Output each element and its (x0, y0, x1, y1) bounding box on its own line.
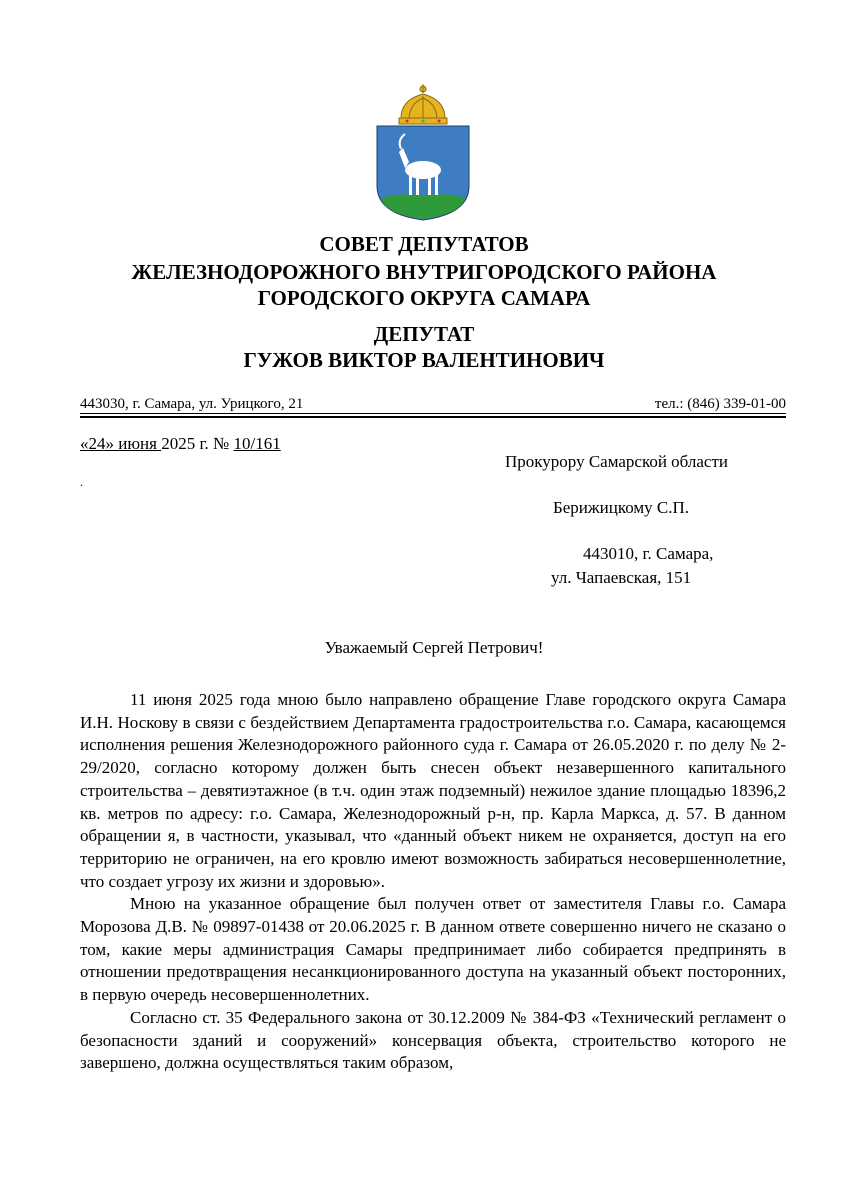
greeting: Уважаемый Сергей Петрович! (324, 638, 544, 657)
letter-year-number-label: 2025 г. № (161, 434, 234, 453)
header-rule-thick (80, 416, 786, 418)
crown-icon (399, 84, 447, 124)
recipient-line4: ул. Чапаевская, 151 (551, 568, 692, 587)
org-name-line3: ГОРОДСКОГО ОКРУГА САМАРА (257, 286, 591, 310)
stray-mark: . (80, 475, 83, 489)
deputy-title: ДЕПУТАТ (373, 322, 475, 346)
org-name-line2: ЖЕЛЕЗНОДОРОЖНОГО ВНУТРИГОРОДСКОГО РАЙОНА (131, 260, 717, 284)
body-paragraph-2: Мною на указанное обращение был получен ответ от заместителя Главы г.о. Самара Морозова Д.В. № 09897-01438 от 20.06.2025 г. В данном ответе совершенно ничего не сказано о том, какие меры администрация Самары предпринимает либо собирается предпринять в отношении предотвращения несанкционированного доступа на указанный объект посторонних, в первую очередь несовершеннолетних. (80, 894, 786, 1005)
samara-coat-of-arms-emblem (371, 82, 475, 222)
recipient-line1: Прокурору Самарской области (505, 452, 729, 471)
deputy-name: ГУЖОВ ВИКТОР ВАЛЕНТИНОВИЧ (243, 348, 605, 372)
sender-phone: тел.: (846) 339-01-00 (654, 396, 786, 412)
org-name-line1: СОВЕТ ДЕПУТАТОВ (319, 232, 529, 256)
letter-body (80, 689, 786, 1075)
letter-reference (80, 433, 281, 455)
header-rule-thin (80, 413, 786, 414)
body-paragraph-3: Согласно ст. 35 Федерального закона от 30.12.2009 № 384-ФЗ «Технический регламент о безопасности зданий и сооружений» консервация объекта, строительство которого не завершено, должна осуществляться таким образом, (80, 1007, 786, 1073)
recipient-line2: Берижицкому С.П. (553, 498, 690, 517)
letter-number: 10/161 (233, 434, 281, 453)
letter-date: «24» июня (80, 434, 162, 453)
sender-address: 443030, г. Самара, ул. Урицкого, 21 (80, 396, 304, 412)
body-paragraph-1: 11 июня 2025 года мною было направлено обращение Главе городского округа Самара И.Н. Носкову в связи с бездействием Департамента градостроительства г.о. Самара, касающемся исполнения решения Железнодорожного районного суда г. Самара от 26.05.2020 г. по делу № 2-29/2020, согласно которому должен быть снесен объект незавершенного капитального строительства – девятиэтажное (в т.ч. один этаж подземный) нежилое здание площадью 18396,2 кв. метров по адресу: г.о. Самара, Железнодорожный р-н, пр. Карла Маркса, д. 57. В данном обращении я, в частности, указывал, что «данный объект никем не охраняется, доступ на его территорию не ограничен, на его кровлю имеют возможность забираться несовершеннолетние, что создает угрозу их жизни и здоровью». (80, 690, 786, 891)
recipient-line3: 443010, г. Самара, (583, 544, 714, 563)
